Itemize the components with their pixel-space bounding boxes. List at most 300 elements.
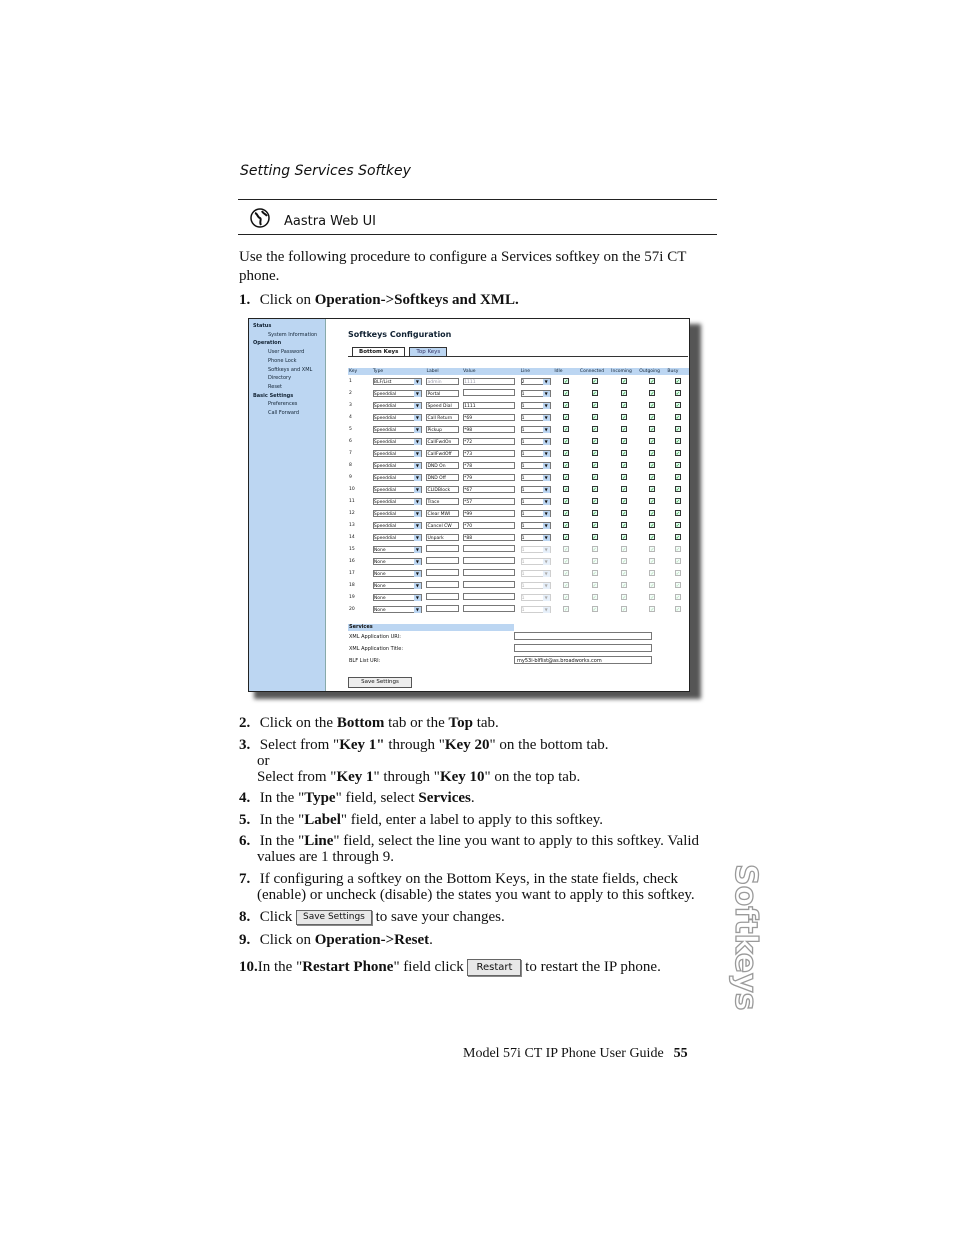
state-checkbox[interactable]: ✓ <box>650 402 655 409</box>
state-checkbox[interactable]: ✓ <box>592 402 597 409</box>
chevron-down-icon: ▼ <box>544 594 548 600</box>
state-checkbox[interactable]: ✓ <box>564 558 569 565</box>
chevron-down-icon: ▼ <box>415 402 419 408</box>
state-checkbox[interactable]: ✓ <box>564 426 569 433</box>
state-checkbox[interactable]: ✓ <box>564 390 569 397</box>
step-4: 4. In the "Type" field, select Services. <box>239 790 475 806</box>
label-input[interactable]: Call Return <box>426 414 459 421</box>
chevron-down-icon: ▼ <box>415 594 419 600</box>
state-checkbox[interactable]: ✓ <box>675 378 680 385</box>
column-header: Key <box>348 368 372 375</box>
state-checkbox[interactable]: ✓ <box>622 390 627 397</box>
save-settings-inline-button[interactable]: Save Settings <box>296 910 372 925</box>
chevron-down-icon: ▼ <box>544 390 548 396</box>
state-checkbox[interactable]: ✓ <box>622 534 627 541</box>
chevron-down-icon: ▼ <box>544 498 548 504</box>
label-input[interactable] <box>426 569 459 576</box>
state-checkbox[interactable]: ✓ <box>622 378 627 385</box>
type-select[interactable]: Speeddial ▼ <box>373 402 422 409</box>
state-checkbox[interactable]: ✓ <box>592 378 597 385</box>
type-select[interactable]: None ▼ <box>373 606 422 613</box>
side-tab-softkeys <box>726 860 766 1020</box>
column-header: Label <box>425 368 462 375</box>
webui-heading <box>250 206 376 229</box>
state-checkbox[interactable]: ✓ <box>564 414 569 421</box>
page-number: 55 <box>673 1046 688 1061</box>
value-input[interactable] <box>463 581 515 588</box>
state-checkbox[interactable]: ✓ <box>675 510 680 517</box>
state-checkbox[interactable]: ✓ <box>650 522 655 529</box>
table-row: 11 Speeddial ▼ Trace *57 1 ▼ ✓ ✓ ✓ ✓ ✓ <box>349 498 680 505</box>
type-select[interactable]: Speeddial ▼ <box>373 498 422 505</box>
state-checkbox[interactable]: ✓ <box>592 582 597 589</box>
state-checkbox[interactable]: ✓ <box>650 378 655 385</box>
state-checkbox[interactable]: ✓ <box>564 606 569 613</box>
state-checkbox[interactable]: ✓ <box>622 594 627 601</box>
nav-section-heading: Status <box>253 323 272 329</box>
state-checkbox[interactable]: ✓ <box>592 594 597 601</box>
value-input[interactable] <box>463 545 515 552</box>
table-row: 17 None ▼ 1 ▼ ✓ ✓ ✓ ✓ ✓ <box>349 570 680 577</box>
blf-list-uri-label: BLF List URI: <box>349 658 381 664</box>
chevron-down-icon: ▼ <box>544 570 548 576</box>
state-checkbox[interactable]: ✓ <box>650 570 655 577</box>
chevron-down-icon: ▼ <box>415 546 419 552</box>
chevron-down-icon: ▼ <box>415 570 419 576</box>
label-input[interactable]: DND On <box>426 462 459 469</box>
state-checkbox[interactable]: ✓ <box>650 390 655 397</box>
nav-sidebar <box>249 319 326 692</box>
type-select[interactable]: Speeddial ▼ <box>373 450 422 457</box>
chevron-down-icon: ▼ <box>544 450 548 456</box>
divider-top <box>238 199 717 200</box>
line-select[interactable]: 1 ▼ <box>521 402 551 409</box>
state-checkbox[interactable]: ✓ <box>622 438 627 445</box>
table-row: 8 Speeddial ▼ DND On *78 1 ▼ ✓ ✓ ✓ ✓ ✓ <box>349 462 680 469</box>
state-checkbox[interactable]: ✓ <box>564 486 569 493</box>
table-row: 5 Speeddial ▼ Pickup *98 1 ▼ ✓ ✓ ✓ ✓ ✓ <box>349 426 680 433</box>
save-settings-button[interactable]: Save Settings <box>348 677 412 688</box>
state-checkbox[interactable]: ✓ <box>675 570 680 577</box>
state-checkbox[interactable]: ✓ <box>564 534 569 541</box>
chevron-down-icon: ▼ <box>544 426 548 432</box>
type-select[interactable]: Speeddial ▼ <box>373 438 422 445</box>
state-checkbox[interactable]: ✓ <box>622 546 627 553</box>
chevron-down-icon: ▼ <box>415 558 419 564</box>
type-select[interactable]: Speeddial ▼ <box>373 522 422 529</box>
table-row: 7 Speeddial ▼ CallFwdOff *73 1 ▼ ✓ ✓ ✓ ✓ ✓ <box>349 450 680 457</box>
chevron-down-icon: ▼ <box>415 390 419 396</box>
tab-bottom-keys[interactable]: Bottom Keys <box>352 347 405 357</box>
page-footer <box>463 1046 688 1062</box>
chevron-down-icon: ▼ <box>544 510 548 516</box>
state-checkbox[interactable]: ✓ <box>675 438 680 445</box>
state-checkbox[interactable]: ✓ <box>564 582 569 589</box>
chevron-down-icon: ▼ <box>544 546 548 552</box>
label-input[interactable]: admin <box>426 378 459 385</box>
state-checkbox[interactable]: ✓ <box>564 570 569 577</box>
column-header: Connected <box>579 368 610 375</box>
table-row: 9 Speeddial ▼ DND Off *79 1 ▼ ✓ ✓ ✓ ✓ ✓ <box>349 474 680 481</box>
state-checkbox[interactable]: ✓ <box>592 486 597 493</box>
type-select[interactable]: None ▼ <box>373 582 422 589</box>
state-checkbox[interactable]: ✓ <box>592 426 597 433</box>
state-checkbox[interactable]: ✓ <box>592 474 597 481</box>
chevron-down-icon: ▼ <box>415 486 419 492</box>
state-checkbox[interactable]: ✓ <box>564 474 569 481</box>
step-1: 1. Click on Operation->Softkeys and XML. <box>239 292 519 308</box>
state-checkbox[interactable]: ✓ <box>675 390 680 397</box>
state-checkbox[interactable]: ✓ <box>650 462 655 469</box>
step-7: 7. If configuring a softkey on the Bottom Keys, in the state fields, check (enable) or uncheck (disable) the states you want to apply to this softkey. <box>239 871 695 903</box>
state-checkbox[interactable]: ✓ <box>592 498 597 505</box>
value-input[interactable]: *99 <box>463 510 515 517</box>
chevron-down-icon: ▼ <box>544 534 548 540</box>
state-checkbox[interactable]: ✓ <box>650 546 655 553</box>
xml-app-uri-input[interactable] <box>514 632 652 640</box>
label-input[interactable] <box>426 593 459 600</box>
chevron-down-icon: ▼ <box>415 450 419 456</box>
label-input[interactable]: Speed Dial <box>426 402 459 409</box>
state-checkbox[interactable]: ✓ <box>622 462 627 469</box>
state-checkbox[interactable]: ✓ <box>622 510 627 517</box>
column-header: Outgoing <box>638 368 666 375</box>
step-9: 9. Click on Operation->Reset. <box>239 932 433 948</box>
state-checkbox[interactable]: ✓ <box>650 534 655 541</box>
value-input[interactable] <box>463 569 515 576</box>
nav-link[interactable]: Preferences <box>268 401 298 408</box>
line-select[interactable]: 1 ▼ <box>521 510 551 517</box>
table-row: 14 Speeddial ▼ Unpark *88 1 ▼ ✓ ✓ ✓ ✓ ✓ <box>349 534 680 541</box>
state-checkbox[interactable]: ✓ <box>675 594 680 601</box>
label-input[interactable]: Unpark <box>426 534 459 541</box>
state-checkbox[interactable]: ✓ <box>650 510 655 517</box>
line-select[interactable]: 1 ▼ <box>521 558 551 565</box>
table-row: 1 BLF/List ▼ admin 1111 2 ▼ ✓ ✓ ✓ ✓ ✓ <box>349 378 680 385</box>
label-input[interactable]: Trace <box>426 498 459 505</box>
state-checkbox[interactable]: ✓ <box>650 438 655 445</box>
type-select[interactable]: Speeddial ▼ <box>373 462 422 469</box>
nav-section-heading: Operation <box>253 340 282 347</box>
type-select[interactable]: None ▼ <box>373 558 422 565</box>
state-checkbox[interactable]: ✓ <box>564 498 569 505</box>
label-input[interactable]: CallFwdOff <box>426 450 459 457</box>
chevron-down-icon: ▼ <box>415 378 419 384</box>
intro-paragraph: Use the following procedure to configure a Services softkey on the 57i CT phone. <box>239 249 687 284</box>
restart-inline-button[interactable]: Restart <box>467 959 521 976</box>
value-input[interactable]: 1111 <box>463 378 515 385</box>
softkeys-table <box>348 368 689 615</box>
nav-link[interactable]: Softkeys and XML <box>268 366 313 373</box>
type-select[interactable]: Speeddial ▼ <box>373 510 422 517</box>
state-checkbox[interactable]: ✓ <box>592 462 597 469</box>
state-checkbox[interactable]: ✓ <box>650 594 655 601</box>
state-checkbox[interactable]: ✓ <box>592 414 597 421</box>
line-select[interactable]: 1 ▼ <box>521 474 551 481</box>
state-checkbox[interactable]: ✓ <box>675 474 680 481</box>
services-header: Services <box>348 624 514 631</box>
state-checkbox[interactable]: ✓ <box>675 402 680 409</box>
chevron-down-icon: ▼ <box>415 414 419 420</box>
label-input[interactable] <box>426 605 459 612</box>
state-checkbox[interactable]: ✓ <box>675 522 680 529</box>
chevron-down-icon: ▼ <box>544 402 548 408</box>
column-header: Idle <box>553 368 579 375</box>
column-header: Busy <box>666 368 689 375</box>
table-row: 15 None ▼ 1 ▼ ✓ ✓ ✓ ✓ ✓ <box>349 546 680 553</box>
nav-link[interactable]: Directory <box>268 375 292 382</box>
value-input[interactable] <box>463 593 515 600</box>
value-input[interactable]: *79 <box>463 474 515 481</box>
line-select[interactable]: 1 ▼ <box>521 606 551 613</box>
state-checkbox[interactable]: ✓ <box>650 414 655 421</box>
label-input[interactable]: Clear MWI <box>426 510 459 517</box>
state-checkbox[interactable]: ✓ <box>564 522 569 529</box>
chevron-down-icon: ▼ <box>415 522 419 528</box>
column-header: Value <box>462 368 519 375</box>
step-8: 8. Click Save Settings to save your changes. <box>239 909 505 925</box>
table-row: 2 Speeddial ▼ Portal 1 ▼ ✓ ✓ ✓ ✓ ✓ <box>349 390 680 397</box>
table-row: 12 Speeddial ▼ Clear MWI *99 1 ▼ ✓ ✓ ✓ ✓ ✓ <box>349 510 680 517</box>
type-select[interactable]: None ▼ <box>373 594 422 601</box>
line-select[interactable]: 1 ▼ <box>521 486 551 493</box>
state-checkbox[interactable]: ✓ <box>650 606 655 613</box>
state-checkbox[interactable]: ✓ <box>622 414 627 421</box>
softkeys-config-panel <box>326 319 689 691</box>
state-checkbox[interactable]: ✓ <box>675 606 680 613</box>
chevron-down-icon: ▼ <box>544 606 548 612</box>
state-checkbox[interactable]: ✓ <box>675 462 680 469</box>
side-tab-label: Softkeys <box>728 864 763 1011</box>
value-input[interactable]: *72 <box>463 438 515 445</box>
line-select[interactable]: 1 ▼ <box>521 522 551 529</box>
state-checkbox[interactable]: ✓ <box>564 594 569 601</box>
line-select[interactable]: 1 ▼ <box>521 450 551 457</box>
state-checkbox[interactable]: ✓ <box>650 426 655 433</box>
blf-list-uri-input[interactable]: my53i-blflist@as.broadworks.com <box>514 656 652 664</box>
webui-label: Aastra Web UI <box>284 214 376 229</box>
chevron-down-icon: ▼ <box>415 582 419 588</box>
state-checkbox[interactable]: ✓ <box>592 546 597 553</box>
value-input[interactable]: *57 <box>463 498 515 505</box>
line-select[interactable]: 1 ▼ <box>521 534 551 541</box>
chevron-down-icon: ▼ <box>544 486 548 492</box>
chevron-down-icon: ▼ <box>544 378 548 384</box>
value-input[interactable]: *73 <box>463 450 515 457</box>
state-checkbox[interactable]: ✓ <box>675 582 680 589</box>
nav-link[interactable]: Call Forward <box>268 410 300 417</box>
table-row: 10 Speeddial ▼ CLIDBlock *67 1 ▼ ✓ ✓ ✓ ✓ ✓ <box>349 486 680 493</box>
label-input[interactable]: Portal <box>426 390 459 397</box>
state-checkbox[interactable]: ✓ <box>650 582 655 589</box>
panel-title: Softkeys Configuration <box>348 330 452 339</box>
value-input[interactable] <box>463 389 515 396</box>
state-checkbox[interactable]: ✓ <box>650 474 655 481</box>
line-select[interactable]: 1 ▼ <box>521 426 551 433</box>
state-checkbox[interactable]: ✓ <box>564 510 569 517</box>
globe-icon <box>250 208 270 228</box>
type-select[interactable]: Speeddial ▼ <box>373 474 422 481</box>
chevron-down-icon: ▼ <box>415 606 419 612</box>
xml-app-title-input[interactable] <box>514 644 652 652</box>
section-title: Setting Services Softkey <box>240 163 411 179</box>
chevron-down-icon: ▼ <box>415 498 419 504</box>
line-select[interactable]: 1 ▼ <box>521 498 551 505</box>
nav-link[interactable]: User Password <box>268 349 305 356</box>
state-checkbox[interactable]: ✓ <box>622 450 627 457</box>
type-select[interactable]: None ▼ <box>373 570 422 577</box>
line-select[interactable]: 1 ▼ <box>521 570 551 577</box>
value-input[interactable]: *69 <box>463 414 515 421</box>
state-checkbox[interactable]: ✓ <box>592 510 597 517</box>
value-input[interactable]: *67 <box>463 486 515 493</box>
value-input[interactable]: *98 <box>463 426 515 433</box>
column-header: Type <box>372 368 426 375</box>
divider-bottom <box>238 234 717 235</box>
value-input[interactable]: *88 <box>463 534 515 541</box>
state-checkbox[interactable]: ✓ <box>675 558 680 565</box>
nav-section-heading: Basic Settings <box>253 392 294 399</box>
value-input[interactable] <box>463 605 515 612</box>
nav-link[interactable]: System Information <box>268 331 318 338</box>
column-header: Incoming <box>610 368 638 375</box>
chevron-down-icon: ▼ <box>544 414 548 420</box>
type-select[interactable]: None ▼ <box>373 546 422 553</box>
step-6: 6. In the "Line" field, select the line you want to apply to this softkey. Valid values are 1 through 9. <box>239 833 700 865</box>
state-checkbox[interactable]: ✓ <box>622 402 627 409</box>
type-select[interactable]: Speeddial ▼ <box>373 390 422 397</box>
type-select[interactable]: BLF/List ▼ <box>373 378 422 385</box>
nav-link[interactable]: Reset <box>268 383 282 390</box>
label-input[interactable]: DND Off <box>426 474 459 481</box>
state-checkbox[interactable]: ✓ <box>622 558 627 565</box>
state-checkbox[interactable]: ✓ <box>592 390 597 397</box>
state-checkbox[interactable]: ✓ <box>650 558 655 565</box>
chevron-down-icon: ▼ <box>544 474 548 480</box>
state-checkbox[interactable]: ✓ <box>675 450 680 457</box>
line-select[interactable]: 1 ▼ <box>521 582 551 589</box>
line-select[interactable]: 1 ▼ <box>521 390 551 397</box>
label-input[interactable]: CallFwdOn <box>426 438 459 445</box>
table-row: 19 None ▼ 1 ▼ ✓ ✓ ✓ ✓ ✓ <box>349 594 680 601</box>
label-input[interactable] <box>426 545 459 552</box>
chevron-down-icon: ▼ <box>544 438 548 444</box>
label-input[interactable]: CLIDBlock <box>426 486 459 493</box>
value-input[interactable]: *70 <box>463 522 515 529</box>
chevron-down-icon: ▼ <box>415 534 419 540</box>
nav-link[interactable]: Phone Lock <box>268 357 297 364</box>
step-3: 3. Select from "Key 1" through "Key 20" on the bottom tab. or Select from "Key 1" through "Key 10" on the top tab. <box>239 737 609 785</box>
table-row: 16 None ▼ 1 ▼ ✓ ✓ ✓ ✓ ✓ <box>349 558 680 565</box>
line-select[interactable]: 1 ▼ <box>521 546 551 553</box>
state-checkbox[interactable]: ✓ <box>564 546 569 553</box>
line-select[interactable]: 1 ▼ <box>521 414 551 421</box>
state-checkbox[interactable]: ✓ <box>592 450 597 457</box>
state-checkbox[interactable]: ✓ <box>622 486 627 493</box>
state-checkbox[interactable]: ✓ <box>622 522 627 529</box>
state-checkbox[interactable]: ✓ <box>564 450 569 457</box>
state-checkbox[interactable]: ✓ <box>622 426 627 433</box>
type-select[interactable]: Speeddial ▼ <box>373 486 422 493</box>
state-checkbox[interactable]: ✓ <box>622 498 627 505</box>
line-select[interactable]: 1 ▼ <box>521 594 551 601</box>
state-checkbox[interactable]: ✓ <box>622 582 627 589</box>
tab-top-keys[interactable]: Top Keys <box>409 347 447 357</box>
state-checkbox[interactable]: ✓ <box>564 462 569 469</box>
chevron-down-icon: ▼ <box>544 582 548 588</box>
webui-screenshot <box>248 318 690 692</box>
state-checkbox[interactable]: ✓ <box>675 414 680 421</box>
xml-app-title-label: XML Application Title: <box>349 646 404 652</box>
state-checkbox[interactable]: ✓ <box>592 606 597 613</box>
chevron-down-icon: ▼ <box>415 426 419 432</box>
footer-text: Model 57i CT IP Phone User Guide <box>463 1046 664 1061</box>
state-checkbox[interactable]: ✓ <box>650 486 655 493</box>
line-select[interactable]: 1 ▼ <box>521 462 551 469</box>
table-row: 4 Speeddial ▼ Call Return *69 1 ▼ ✓ ✓ ✓ ✓ ✓ <box>349 414 680 421</box>
type-select[interactable]: Speeddial ▼ <box>373 534 422 541</box>
state-checkbox[interactable]: ✓ <box>564 378 569 385</box>
state-checkbox[interactable]: ✓ <box>592 522 597 529</box>
label-input[interactable]: Cancel CW <box>426 522 459 529</box>
table-row: 18 None ▼ 1 ▼ ✓ ✓ ✓ ✓ ✓ <box>349 582 680 589</box>
step-10: 10.In the "Restart Phone" field click Restart to restart the IP phone. <box>239 959 661 975</box>
state-checkbox[interactable]: ✓ <box>564 402 569 409</box>
state-checkbox[interactable]: ✓ <box>675 498 680 505</box>
state-checkbox[interactable]: ✓ <box>675 534 680 541</box>
chevron-down-icon: ▼ <box>415 510 419 516</box>
xml-app-uri-label: XML Application URI: <box>349 634 401 640</box>
state-checkbox[interactable]: ✓ <box>592 570 597 577</box>
state-checkbox[interactable]: ✓ <box>622 570 627 577</box>
step-2: 2. Click on the Bottom tab or the Top tab. <box>239 715 499 731</box>
state-checkbox[interactable]: ✓ <box>622 606 627 613</box>
type-select[interactable]: Speeddial ▼ <box>373 426 422 433</box>
table-row: 3 Speeddial ▼ Speed Dial 1111 1 ▼ ✓ ✓ ✓ ✓ ✓ <box>349 402 680 409</box>
state-checkbox[interactable]: ✓ <box>564 438 569 445</box>
type-select[interactable]: Speeddial ▼ <box>373 414 422 421</box>
label-input[interactable] <box>426 581 459 588</box>
tab-underline <box>348 356 688 357</box>
table-row: 20 None ▼ 1 ▼ ✓ ✓ ✓ ✓ ✓ <box>349 606 680 613</box>
line-select[interactable]: 1 ▼ <box>521 438 551 445</box>
label-input[interactable] <box>426 557 459 564</box>
state-checkbox[interactable]: ✓ <box>650 450 655 457</box>
chevron-down-icon: ▼ <box>544 558 548 564</box>
chevron-down-icon: ▼ <box>544 462 548 468</box>
chevron-down-icon: ▼ <box>415 462 419 468</box>
chevron-down-icon: ▼ <box>544 522 548 528</box>
state-checkbox[interactable]: ✓ <box>592 438 597 445</box>
state-checkbox[interactable]: ✓ <box>592 558 597 565</box>
value-input[interactable]: 1111 <box>463 402 515 409</box>
chevron-down-icon: ▼ <box>415 438 419 444</box>
chevron-down-icon: ▼ <box>415 474 419 480</box>
label-input[interactable]: Pickup <box>426 426 459 433</box>
state-checkbox[interactable]: ✓ <box>675 486 680 493</box>
state-checkbox[interactable]: ✓ <box>675 426 680 433</box>
state-checkbox[interactable]: ✓ <box>650 498 655 505</box>
state-checkbox[interactable]: ✓ <box>622 474 627 481</box>
table-row: 6 Speeddial ▼ CallFwdOn *72 1 ▼ ✓ ✓ ✓ ✓ ✓ <box>349 438 680 445</box>
table-row: 13 Speeddial ▼ Cancel CW *70 1 ▼ ✓ ✓ ✓ ✓ ✓ <box>349 522 680 529</box>
state-checkbox[interactable]: ✓ <box>592 534 597 541</box>
value-input[interactable] <box>463 557 515 564</box>
line-select[interactable]: 2 ▼ <box>521 378 551 385</box>
value-input[interactable]: *78 <box>463 462 515 469</box>
state-checkbox[interactable]: ✓ <box>675 546 680 553</box>
step-5: 5. In the "Label" field, enter a label to apply to this softkey. <box>239 812 604 828</box>
